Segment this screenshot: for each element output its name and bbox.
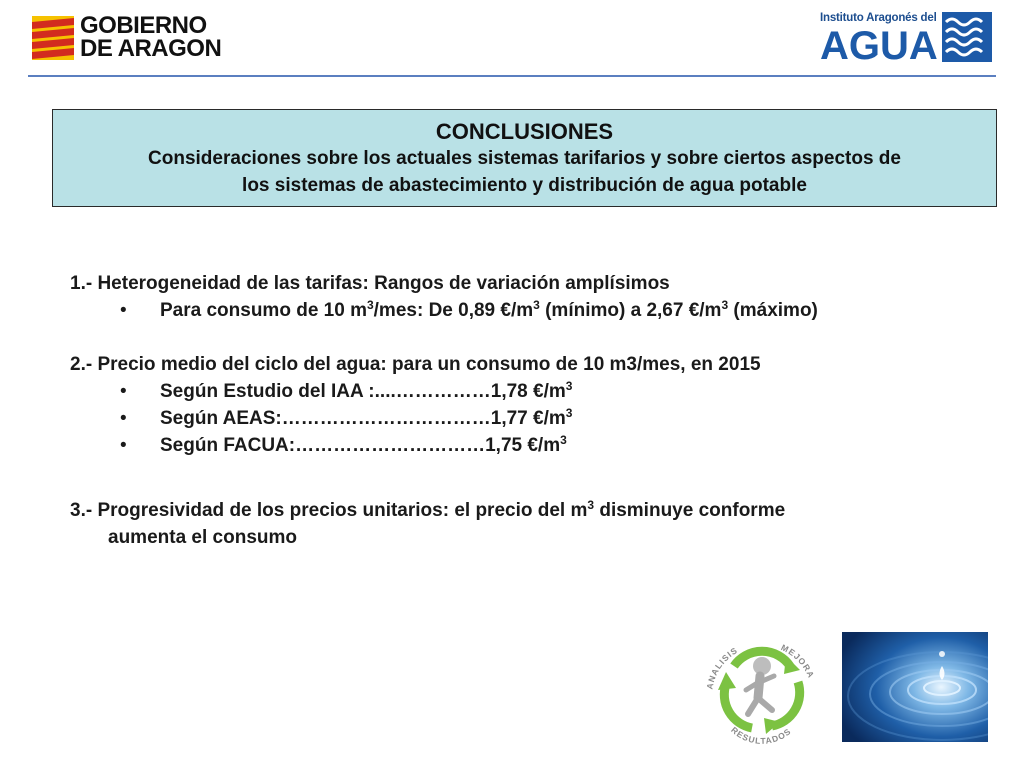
gobierno-aragon-logo	[32, 14, 237, 62]
improvement-cycle-illustration	[694, 626, 830, 748]
section-3-heading: 3.- Progresividad de los precios unitarios: el precio del $m^3$ disminuye conforme	[70, 498, 786, 521]
subtitle-line-2: los sistemas de abastecimiento y distribución de agua potable	[242, 175, 807, 196]
iaa-small-text: Instituto Aragonés del	[820, 12, 937, 24]
cycle-label-analisis: ANALISIS	[704, 644, 740, 691]
section-2-heading: 2.- Precio medio del ciclo del agua: para un consumo de 10 m3/mes, en 2015	[70, 354, 761, 375]
bullet-text: Según Estudio del IAA :....……………1,78 $€/m^3$	[160, 379, 573, 402]
header-divider	[28, 75, 996, 77]
cycle-label-resultados: RESULTADOS	[729, 724, 794, 746]
conclusions-title-box	[52, 109, 997, 207]
bullet-marker: •	[120, 435, 127, 456]
gov-line-2: DE ARAGON	[80, 35, 222, 62]
section-1-heading: 1.- Heterogeneidad de las tarifas: Rangos de variación amplísimos	[70, 273, 670, 294]
bullet-text: Para consumo de 10 $m^3$/mes: De 0,89 $€/m^3$ (mínimo) a 2,67 $€/m^3$ (máximo)	[160, 298, 818, 321]
instituto-aragones-agua-logo	[818, 10, 994, 66]
water-drop-photo	[842, 632, 988, 742]
section-1-bullet	[70, 297, 970, 324]
subtitle-line-1: Consideraciones sobre los actuales sistemas tarifarios y sobre ciertos aspectos de	[148, 148, 901, 169]
aragon-flag-icon	[32, 16, 74, 60]
section-2-bullet-facua	[70, 432, 970, 459]
gobierno-aragon-wordmark	[80, 14, 221, 60]
section-2-bullet-aeas	[70, 405, 970, 432]
bullet-text: Según FACUA:…………………………1,75 $€/m^3$	[160, 433, 567, 456]
iaa-big-text: AGUA	[820, 24, 938, 68]
section-2-bullet-iaa	[70, 378, 970, 405]
cycle-label-mejora: MEJORA	[779, 642, 817, 680]
page-title: CONCLUSIONES	[435, 119, 614, 144]
bullet-marker: •	[120, 381, 127, 402]
section-3-continuation: aumenta el consumo	[108, 527, 297, 548]
water-waves-icon	[942, 12, 992, 62]
bullet-marker: •	[120, 408, 127, 429]
gov-line-1: GOBIERNO	[80, 12, 207, 39]
bullet-marker: •	[120, 300, 127, 321]
conclusions-content	[70, 270, 970, 551]
bullet-text: Según AEAS:……………………………1,77 $€/m^3$	[160, 406, 573, 429]
